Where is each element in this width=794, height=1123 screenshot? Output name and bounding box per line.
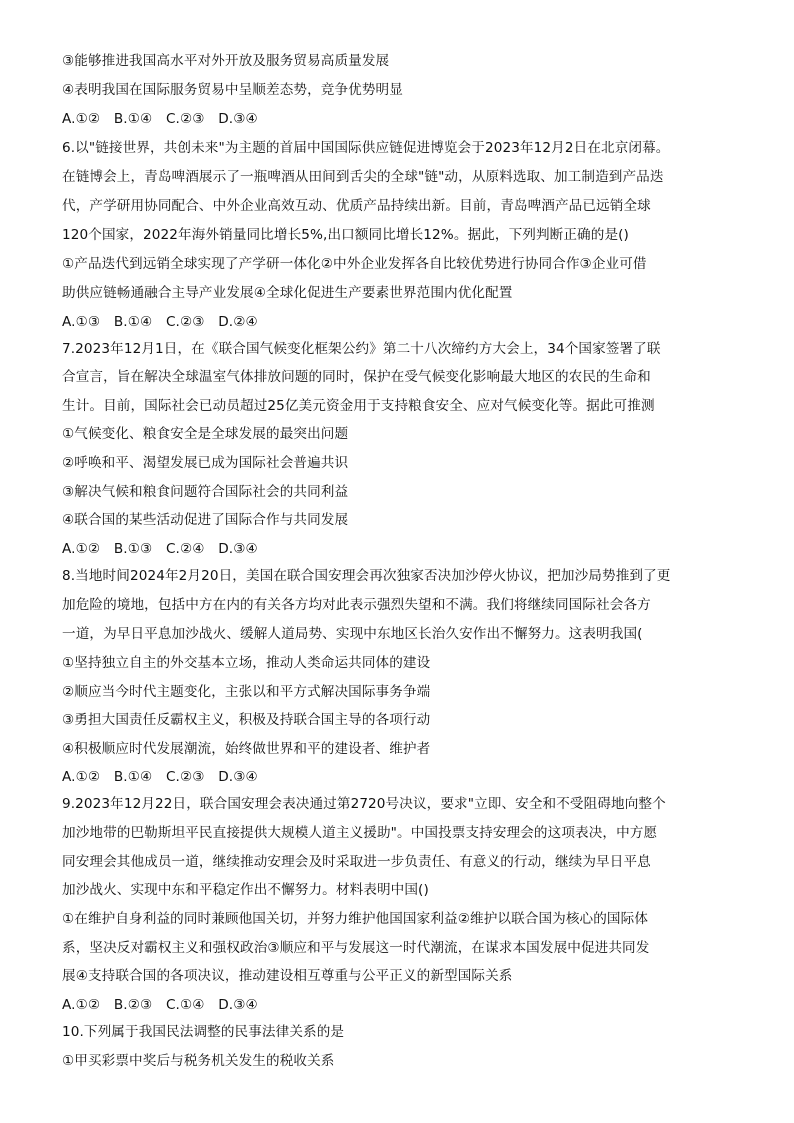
text-line: 加危险的境地，包括中方在内的有关各方均对此表示强烈失望和不满。我们将继续同国际社会各方 bbox=[62, 597, 651, 613]
text-line: ①产品迭代到远销全球实现了产学研一体化②中外企业发挥各自比较优势进行协同合作③企业可借 bbox=[62, 256, 647, 272]
text-line: 助供应链畅通融合主导产业发展④全球化促进生产要素世界范围内优化配置 bbox=[62, 285, 513, 301]
text-line: 120个国家，2022年海外销量同比增长5%,出口额同比增长12%。据此，下列判断正确的是() bbox=[62, 227, 629, 243]
answer-options: A.①③ B.①④ C.②③ D.②④ bbox=[62, 314, 258, 330]
text-line: ①甲买彩票中奖后与税务机关发生的税收关系 bbox=[62, 1053, 335, 1069]
question-8-stem: 8.当地时间2024年2月20日，美国在联合国安理会再次独家否决加沙停火协议，把加沙局势推到了更 bbox=[62, 568, 671, 584]
text-line: 在链博会上，青岛啤酒展示了一瓶啤酒从田间到舌尖的全球"链"动，从原料选取、加工制造到产品迭 bbox=[62, 169, 664, 185]
answer-options: A.①② B.②③ C.①④ D.③④ bbox=[62, 997, 258, 1013]
text-line: ④联合国的某些活动促进了国际合作与共同发展 bbox=[62, 512, 349, 528]
question-7-stem: 7.2023年12月1日，在《联合国气候变化框架公约》第二十八次缔约方大会上，34个国家签署了联 bbox=[62, 341, 661, 357]
text-line: 同安理会其他成员一道，继续推动安理会及时采取进一步负责任、有意义的行动，继续为早日平息 bbox=[62, 854, 651, 870]
text-line: ③解决气候和粮食问题符合国际社会的共同利益 bbox=[62, 484, 349, 500]
text-line: 生计。目前，国际社会已动员超过25亿美元资金用于支持粮食安全、应对气候变化等。据此可推测 bbox=[62, 398, 655, 414]
question-9-stem: 9.2023年12月22日，联合国安理会表决通过第2720号决议，要求"立即、安全和不受阻碍地向整个 bbox=[62, 796, 666, 812]
text-line: ④积极顺应时代发展潮流，始终做世界和平的建设者、维护者 bbox=[62, 741, 431, 757]
question-6-stem: 6.以"链接世界，共创未来"为主题的首届中国国际供应链促进博览会于2023年12月2日在北京闭幕。 bbox=[62, 140, 670, 156]
text-line: ①气候变化、粮食安全是全球发展的最突出问题 bbox=[62, 426, 349, 442]
text-line: 加沙地带的巴勒斯坦平民直接提供大规模人道主义援助"。中国投票支持安理会的这项表决，中方愿 bbox=[62, 825, 658, 841]
text-line: ①坚持独立自主的外交基本立场，推动人类命运共同体的建设 bbox=[62, 655, 431, 671]
text-line: 合宣言，旨在解决全球温室气体排放问题的同时，保护在受气候变化影响最大地区的农民的生命和 bbox=[62, 369, 651, 385]
text-line: 一道，为早日平息加沙战火、缓解人道局势、实现中东地区长治久安作出不懈努力。这表明我国( bbox=[62, 626, 643, 642]
text-line: ②顺应当今时代主题变化，主张以和平方式解决国际事务争端 bbox=[62, 684, 431, 700]
text-line: 代，产学研用协同配合、中外企业高效互动、优质产品持续出新。目前，青岛啤酒产品已远销全球 bbox=[62, 198, 651, 214]
question-10-stem: 10.下列属于我国民法调整的民事法律关系的是 bbox=[62, 1024, 345, 1040]
text-line: ④表明我国在国际服务贸易中呈顺差态势，竞争优势明显 bbox=[62, 82, 403, 98]
text-line: ②呼唤和平、渴望发展已成为国际社会普遍共识 bbox=[62, 455, 349, 471]
text-line: ③勇担大国责任反霸权主义，积极及持联合国主导的各项行动 bbox=[62, 712, 431, 728]
answer-options: A.①② B.①④ C.②③ D.③④ bbox=[62, 111, 258, 127]
answer-options: A.①② B.①④ C.②③ D.③④ bbox=[62, 769, 258, 785]
text-line: 展④支持联合国的各项决议，推动建设相互尊重与公平正义的新型国际关系 bbox=[62, 968, 513, 984]
text-line: 加沙战火、实现中东和平稳定作出不懈努力。材料表明中国() bbox=[62, 882, 429, 898]
text-line: 系，坚决反对霸权主义和强权政治③顺应和平与发展这一时代潮流，在谋求本国发展中促进共同发 bbox=[62, 940, 650, 956]
text-line: ①在维护自身利益的同时兼顾他国关切，并努力维护他国国家利益②维护以联合国为核心的国际体 bbox=[62, 911, 649, 927]
text-line: ③能够推进我国高水平对外开放及服务贸易高质量发展 bbox=[62, 53, 390, 69]
answer-options: A.①② B.①③ C.②④ D.③④ bbox=[62, 541, 258, 557]
